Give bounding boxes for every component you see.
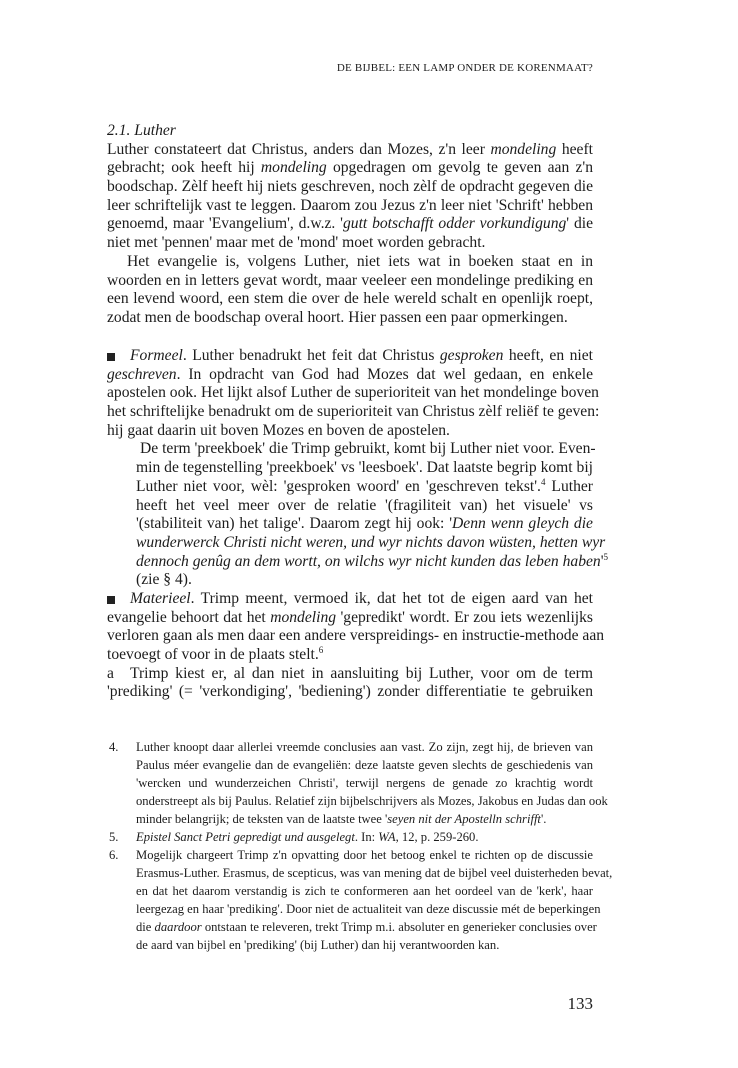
text-run: toevoegt of voor in de plaats stelt. <box>107 646 319 663</box>
text-run: '. <box>540 812 547 826</box>
italic-run: dennoch genûg an dem wortt, on wilchs wyr nicht kunden das leben haben <box>136 552 601 570</box>
text-line <box>107 440 596 459</box>
text-line <box>107 122 593 141</box>
footnote-number: 5. <box>109 830 119 844</box>
text-run: . Trimp meent, vermoed ik, dat het tot de eigen aard van het <box>190 589 593 607</box>
text-line <box>107 590 593 609</box>
text-run: ' <box>600 552 604 570</box>
text-run: leer schriftelijk vast te leggen. Daarom zou Jezus z'n leer niet 'Schrift' hebben <box>107 196 593 214</box>
text-line <box>107 683 593 702</box>
text-line <box>107 159 593 178</box>
text-line <box>107 366 593 385</box>
text-run: een levend woord, een stem die over de hele wereld schalt en openlijk roept, <box>107 290 593 308</box>
running-head: DE BIJBEL: EEN LAMP ONDER DE KORENMAAT? <box>336 62 593 74</box>
text-line <box>107 478 593 497</box>
text-run: heeft het veel meer over de relatie '(fragiliteit van) het visuele' vs <box>136 496 593 514</box>
text-run: , 12, p. 259-260. <box>395 830 479 844</box>
text-run: apostelen ook. Het lijkt alsof Luther de superioriteit van het mondelinge boven <box>107 384 599 402</box>
italic-run: geschreven <box>107 365 177 383</box>
text-line <box>107 234 593 253</box>
footnote-number: 4. <box>109 740 119 754</box>
text-run: Mogelijk chargeert Trimp z'n opvatting door het betoog enkel te richten op de discussie <box>136 848 593 862</box>
text-line <box>107 384 599 403</box>
footnote-line <box>107 936 593 954</box>
text-run: woorden en in letters gevat wordt, maar veeleer een mondelinge prediking en <box>107 271 593 289</box>
text-run: '(stabiliteit van) het talige'. Daarom zegt hij ook: ' <box>136 515 453 533</box>
text-run: Trimp kiest er, al dan niet in aansluiting bij Luther, voor om de term <box>130 664 593 682</box>
footnote-ref: 5 <box>603 551 609 562</box>
text-run: gebracht; ook heeft hij <box>107 159 261 177</box>
text-run: 'gepredikt' wordt. Er zou iets wezenlijks <box>336 608 593 626</box>
italic-run: 2.1. Luther <box>107 122 176 139</box>
text-run: Erasmus-Luther. Erasmus, de scepticus, was van mening dat de bijbel veel duisterheden bevat, <box>136 866 613 880</box>
text-run: heeft, en niet <box>503 347 593 364</box>
footnote-number: 6. <box>109 848 119 862</box>
text-run: die <box>136 920 155 934</box>
footnote-line <box>107 792 608 810</box>
text-run: leergezag en haar 'prediking'. Door niet de actualiteit van deze discussie mét de beperkingen <box>136 902 601 916</box>
text-run: de aard van bijbel en 'prediking' (bij Luther) dan hij verantwoorden kan. <box>136 938 500 952</box>
italic-run: mondeling <box>270 608 337 626</box>
footnote-line <box>107 882 593 900</box>
text-run: (zie § 4). <box>136 571 192 589</box>
bullet-square-icon <box>107 590 115 610</box>
text-line <box>107 309 593 328</box>
list-marker: a <box>107 664 114 682</box>
text-line <box>107 515 593 534</box>
text-run: 'prediking' (= 'verkondiging', 'bediening') zonder differentiatie te gebruiken <box>107 683 593 701</box>
text-run: verloren gaan als men daar een andere verspreidings- en instructie-methode aan <box>107 627 605 645</box>
text-line <box>107 609 593 628</box>
text-run: Luther constateert dat Christus, anders dan Mozes, z'n leer <box>107 140 491 158</box>
text-run: Luther <box>545 477 593 495</box>
footnote-line <box>107 810 593 828</box>
text-run: heeft <box>556 140 593 158</box>
text-run: zodat men de boodschap overal hoort. Hier passen een paar opmerkingen. <box>107 308 568 326</box>
text-line <box>107 646 593 665</box>
text-run: Luther knoopt daar allerlei vreemde conclusies aan vast. Zo zijn, zegt hij, de brieven van <box>136 740 593 754</box>
text-line <box>107 627 605 646</box>
text-line <box>107 551 609 572</box>
page-number: 133 <box>567 994 593 1013</box>
italic-run: Epistel Sanct Petri gepredigt und ausgelegt <box>136 830 355 844</box>
footnote-line <box>107 918 597 936</box>
footnote-line <box>107 774 593 792</box>
text-line <box>107 403 600 422</box>
text-line <box>107 141 593 160</box>
text-run: Luther niet voor, wèl: 'gesproken woord' en 'geschreven tekst'. <box>136 477 541 495</box>
footnote-line <box>107 738 593 756</box>
footnotes <box>107 738 613 954</box>
italic-run: gutt botschafft odder vorkundigung <box>342 215 567 233</box>
text-line <box>107 272 593 291</box>
text-run: ' die <box>566 215 594 233</box>
text-run: Paulus méer evangelie dan de evangeliën: deze laatste geven slechts de geschiedenis van <box>136 758 593 772</box>
footnote-line <box>107 846 593 864</box>
text-run: . In: <box>354 830 379 844</box>
bullet-square-icon <box>107 347 115 367</box>
text-run: genoemd, maar 'Evangelium', d.w.z. ' <box>107 215 343 233</box>
italic-run: daardoor <box>154 920 202 934</box>
footnote-line <box>107 900 601 918</box>
text-line <box>107 178 593 197</box>
text-run: min de tegenstelling 'preekboek' vs 'leesboek'. Dat laatste begrip komt bij <box>136 459 593 477</box>
text-run: het schriftelijke benadrukt om de superioriteit van Christus zèlf reliëf te geven: <box>107 403 600 421</box>
text-run: hij gaat daarin uit boven Mozes en boven de apostelen. <box>107 421 450 439</box>
text-line <box>107 253 593 272</box>
text-line <box>107 533 606 553</box>
text-run: niet met 'pennen' maar met de 'mond' moet worden gebracht. <box>107 234 486 252</box>
text-line <box>107 497 593 516</box>
footnote-line <box>107 828 593 846</box>
text-line <box>107 197 593 216</box>
text-line <box>107 571 593 590</box>
footnote-ref: 6 <box>318 645 324 655</box>
text-line <box>107 290 593 309</box>
footnote-ref: 4 <box>540 476 546 487</box>
text-line <box>107 665 593 684</box>
text-run: De term 'preekboek' die Trimp gebruikt, komt bij Luther niet voor. Even- <box>140 440 596 458</box>
text-line <box>107 215 593 234</box>
italic-run: seyen nit der Apostelln schrifft <box>387 812 541 826</box>
italic-run: mondeling <box>490 140 557 158</box>
footnote-line <box>107 756 593 774</box>
text-run: ontstaan te releveren, trekt Trimp m.i. absoluter en generieker conclusies over <box>201 920 597 934</box>
italic-run: gesproken <box>439 347 504 364</box>
italic-run: mondeling <box>260 159 327 177</box>
text-run: . Luther benadrukt het feit dat Christus <box>182 347 440 364</box>
text-run: . In opdracht van God had Mozes dat wel gedaan, en enkele <box>176 365 593 383</box>
italic-run: Denn wenn gleych die <box>452 515 593 533</box>
text-line <box>107 459 593 478</box>
text-run: en dat het daarom verstandig is zich te conformeren aan het oordeel van de 'kerk', haar <box>136 884 593 898</box>
italic-run: WA <box>378 830 396 844</box>
italic-run: wunderwerck Christi nicht weren, und wyr nichts davon wüsten, hetten wyr <box>136 533 606 551</box>
remarks-list <box>107 347 609 702</box>
text-run: opgedragen om gevolg te geven aan z'n <box>326 159 593 177</box>
text-run: onderstreept als bij Paulus. Relatief zijn bijbelschrijvers als Mozes, Jakobus en Judas dan ook <box>136 794 608 808</box>
text-run: minder belangrijk; de teksten van de laatste twee ' <box>136 812 388 826</box>
text-run: Het evangelie is, volgens Luther, niet iets wat in boeken staat en in <box>127 252 593 270</box>
section-2-1-luther <box>107 122 593 328</box>
text-run: 'wercken und wunderzeichen Christi', terwijl nergens de genade zo krachtig wordt <box>136 776 593 790</box>
text-run: evangelie behoort dat het <box>107 608 271 626</box>
text-line <box>107 347 593 366</box>
italic-run: Formeel <box>130 347 183 364</box>
text-line <box>107 422 593 441</box>
italic-run: Materieel <box>130 589 191 607</box>
footnote-line <box>107 864 613 882</box>
text-run: boodschap. Zèlf heeft hij niets geschreven, noch zèlf de opdracht gegeven die <box>107 178 593 196</box>
